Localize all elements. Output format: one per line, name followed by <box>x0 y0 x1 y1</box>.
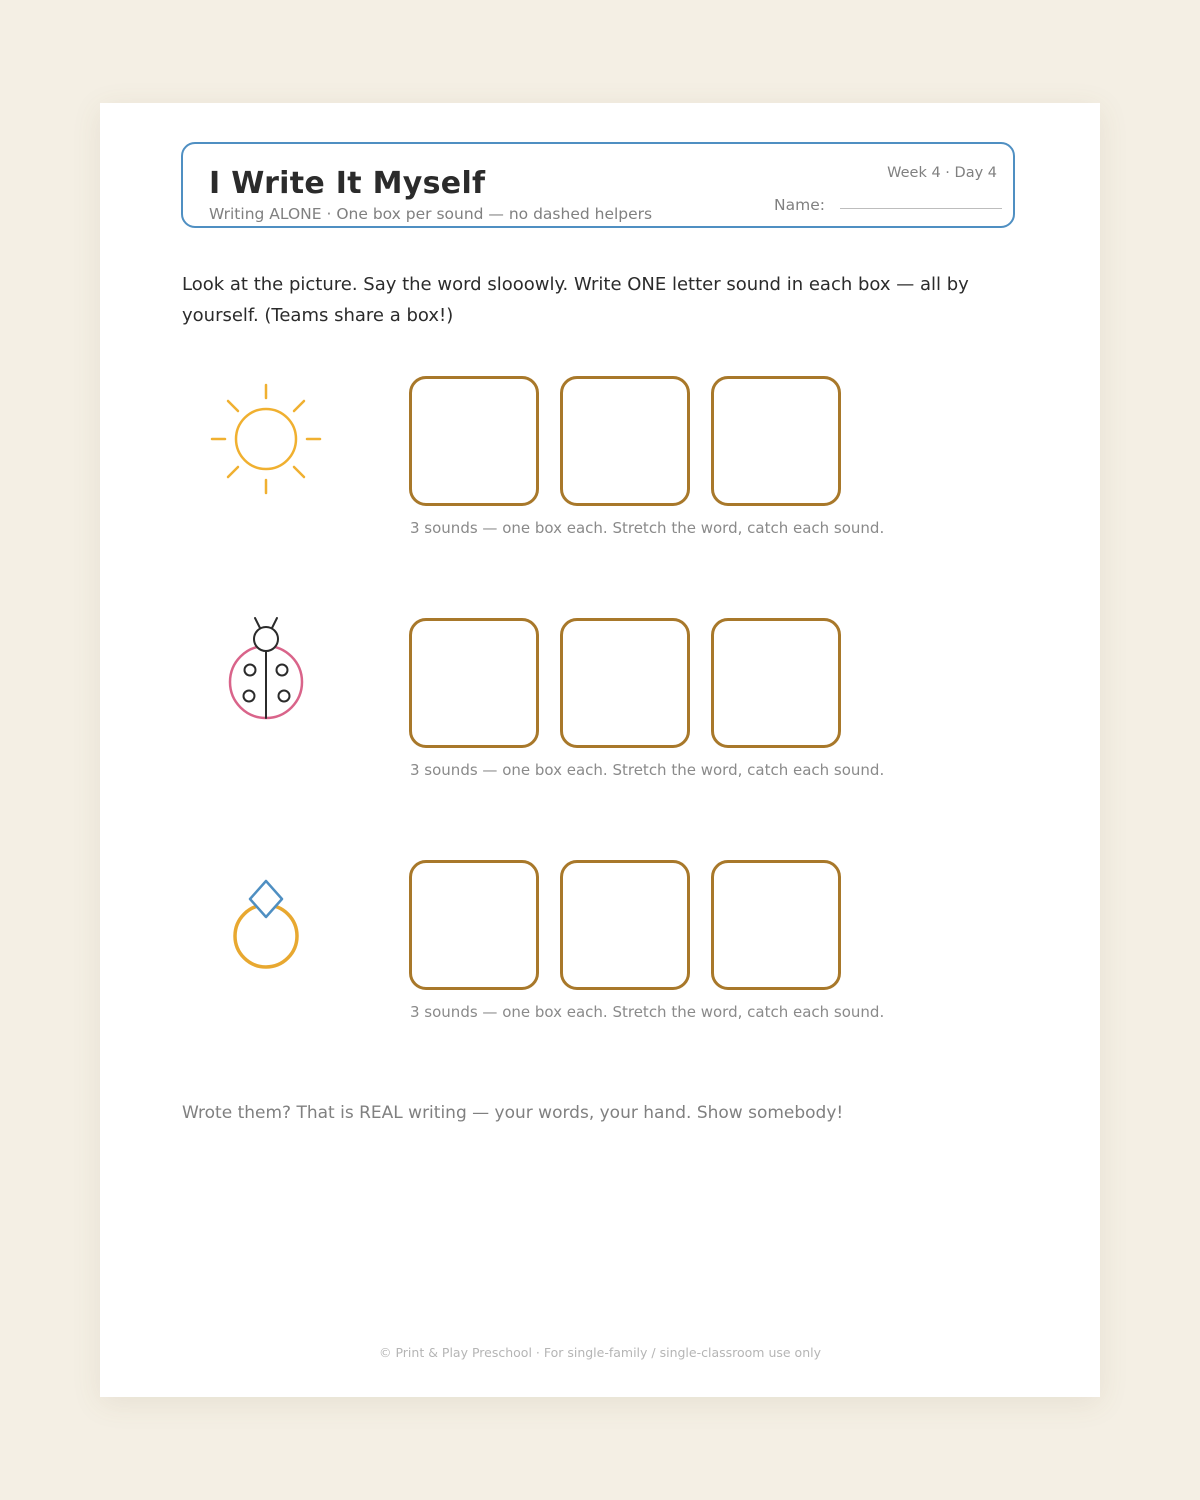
sound-box-row-2 <box>409 618 841 748</box>
header-box <box>181 142 1015 228</box>
sound-box[interactable] <box>409 618 539 748</box>
row-hint: 3 sounds — one box each. Stretch the word, catch each sound. <box>410 519 885 537</box>
instructions-text: Look at the picture. Say the word slooowly. Write ONE letter sound in each box — all by yourself. (Teams share a box!) <box>182 274 969 326</box>
row-hint: 3 sounds — one box each. Stretch the word, catch each sound. <box>410 761 885 779</box>
page-subtitle: Writing ALONE · One box per sound — no dashed helpers <box>209 205 653 223</box>
sound-box-row-3 <box>409 860 841 990</box>
sound-box[interactable] <box>560 376 690 506</box>
copyright-footer: © Print & Play Preschool · For single-family / single-classroom use only <box>379 1345 821 1360</box>
ring-icon <box>206 876 326 996</box>
sun-icon <box>206 379 326 499</box>
sound-box[interactable] <box>711 376 841 506</box>
ladybug-icon <box>206 613 326 733</box>
worksheet-page <box>100 103 1100 1397</box>
name-write-line[interactable] <box>840 208 1002 209</box>
page-title: I Write It Myself <box>209 166 486 201</box>
sound-box[interactable] <box>711 618 841 748</box>
closing-message: Wrote them? That is REAL writing — your words, your hand. Show somebody! <box>182 1103 844 1123</box>
sound-box[interactable] <box>409 860 539 990</box>
sound-box[interactable] <box>711 860 841 990</box>
name-label: Name: <box>774 196 825 214</box>
sound-box-row-1 <box>409 376 841 506</box>
week-day-label: Week 4 · Day 4 <box>887 165 997 181</box>
row-hint: 3 sounds — one box each. Stretch the word, catch each sound. <box>410 1003 885 1021</box>
sound-box[interactable] <box>560 860 690 990</box>
sound-box[interactable] <box>409 376 539 506</box>
sound-box[interactable] <box>560 618 690 748</box>
